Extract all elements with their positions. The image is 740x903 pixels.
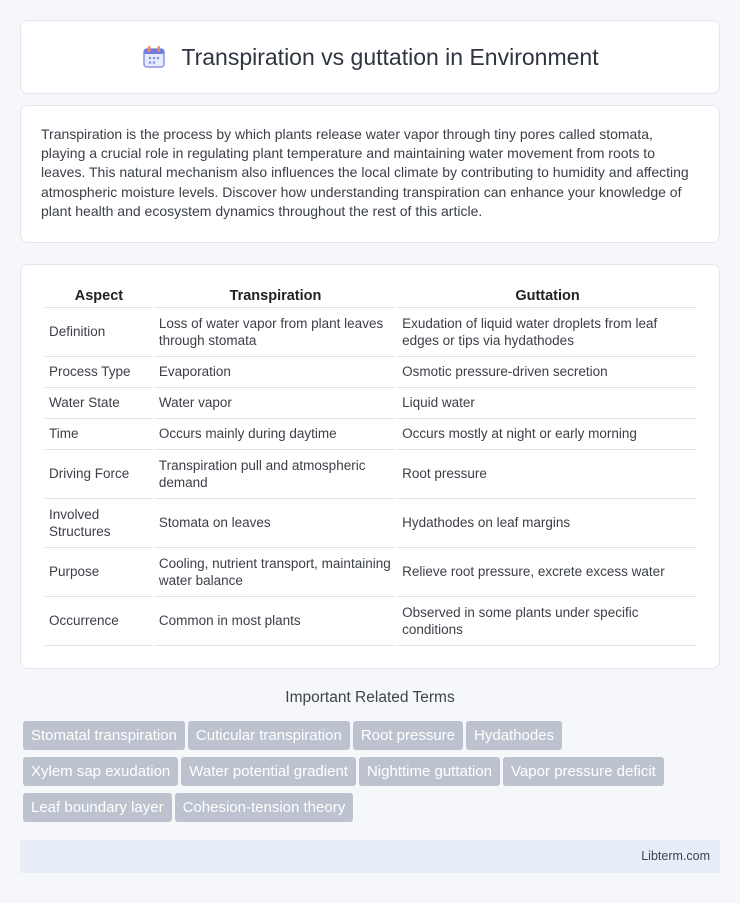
guttation-cell: Osmotic pressure-driven secretion (398, 357, 697, 388)
comparison-card (20, 264, 720, 669)
aspect-cell: Involved Structures (45, 499, 153, 548)
guttation-cell: Root pressure (398, 450, 697, 499)
aspect-cell: Time (45, 419, 153, 450)
intro-paragraph: Transpiration is the process by which plants release water vapor through tiny pores called stomata, playing a crucial role in regulating plant temperature and maintaining water movement from roots to leaves. This natural mechanism also influences the local climate by contributing to humidity and affecting atmospheric moisture levels. Discover how understanding transpiration can enhance your knowledge of plant health and ecosystem dynamics throughout the rest of this article. (41, 126, 689, 219)
transpiration-cell: Occurs mainly during daytime (155, 419, 396, 450)
column-header: Guttation (398, 283, 697, 308)
transpiration-cell: Stomata on leaves (155, 499, 396, 548)
footer-site-link[interactable]: Libterm.com (641, 849, 710, 863)
aspect-cell: Water State (45, 388, 153, 419)
related-terms-list (23, 721, 723, 829)
aspect-cell: Purpose (45, 548, 153, 597)
transpiration-cell: Transpiration pull and atmospheric demand (155, 450, 396, 499)
related-terms-heading: Important Related Terms (285, 689, 455, 706)
aspect-cell: Driving Force (45, 450, 153, 499)
aspect-cell: Definition (45, 308, 153, 357)
column-header: Transpiration (155, 283, 396, 308)
related-term-tag[interactable]: Xylem sap exudation (23, 757, 178, 786)
related-term-tag[interactable]: Vapor pressure deficit (503, 757, 664, 786)
header-card (20, 20, 720, 94)
table-row (45, 419, 697, 450)
transpiration-cell: Water vapor (155, 388, 396, 419)
related-term-tag[interactable]: Leaf boundary layer (23, 793, 172, 822)
guttation-cell: Exudation of liquid water droplets from leaf edges or tips via hydathodes (398, 308, 697, 357)
guttation-cell: Observed in some plants under specific conditions (398, 597, 697, 646)
related-term-tag[interactable]: Cohesion-tension theory (175, 793, 354, 822)
aspect-cell: Occurrence (45, 597, 153, 646)
footer (20, 840, 720, 873)
table-row (45, 357, 697, 388)
table-header-row (45, 283, 697, 308)
related-term-tag[interactable]: Water potential gradient (181, 757, 356, 786)
aspect-cell: Process Type (45, 357, 153, 388)
related-term-tag[interactable]: Cuticular transpiration (188, 721, 350, 750)
guttation-cell: Relieve root pressure, excrete excess water (398, 548, 697, 597)
related-term-tag[interactable]: Stomatal transpiration (23, 721, 185, 750)
related-term-tag[interactable]: Nighttime guttation (359, 757, 500, 786)
guttation-cell: Occurs mostly at night or early morning (398, 419, 697, 450)
transpiration-cell: Evaporation (155, 357, 396, 388)
table-row (45, 388, 697, 419)
transpiration-cell: Cooling, nutrient transport, maintaining water balance (155, 548, 396, 597)
table-row (45, 597, 697, 646)
comparison-table (43, 283, 699, 646)
column-header: Aspect (45, 283, 153, 308)
transpiration-cell: Common in most plants (155, 597, 396, 646)
related-term-tag[interactable]: Root pressure (353, 721, 463, 750)
guttation-cell: Hydathodes on leaf margins (398, 499, 697, 548)
table-row (45, 308, 697, 357)
page-title: Transpiration vs guttation in Environment (181, 43, 599, 70)
table-row (45, 450, 697, 499)
table-row (45, 548, 697, 597)
guttation-cell: Liquid water (398, 388, 697, 419)
related-term-tag[interactable]: Hydathodes (466, 721, 562, 750)
intro-card (20, 105, 720, 243)
transpiration-cell: Loss of water vapor from plant leaves through stomata (155, 308, 396, 357)
calendar-icon (141, 44, 167, 70)
table-row (45, 499, 697, 548)
